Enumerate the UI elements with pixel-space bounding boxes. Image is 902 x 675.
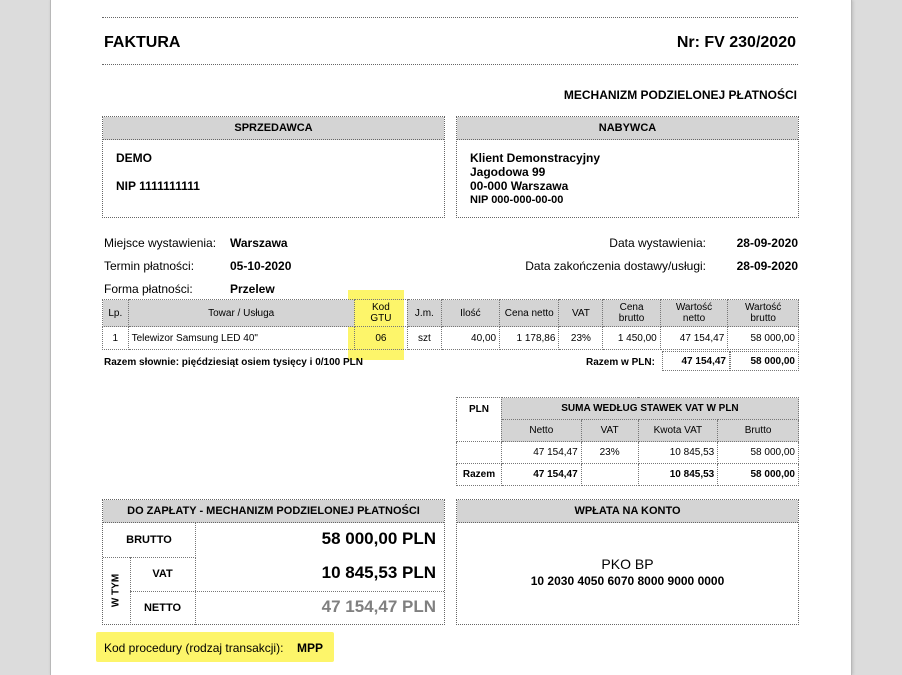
header-divider [102, 64, 798, 65]
vat-total-brutto: 58 000,00 [718, 464, 799, 486]
payment-vat-value: 10 845,53 PLN [321, 563, 436, 582]
amount-in-words: Razem słownie: pięćdziesiąt osiem tysięcy i 0/100 PLN [104, 357, 363, 368]
place-label: Miejsce wystawienia: [104, 236, 217, 250]
bank-account: 10 2030 4050 6070 8000 9000 0000 [530, 574, 725, 588]
payment-grid [103, 523, 444, 625]
cell-value-net: 47 154,47 [660, 327, 728, 350]
buyer-heading: NABYWCA [457, 117, 798, 140]
total-brutto: 58 000,00 [730, 351, 799, 371]
method-label: Forma płatności: [104, 282, 193, 296]
total-netto: 47 154,47 [662, 351, 730, 371]
payment-netto-label: NETTO [143, 602, 182, 614]
procedure-value: MPP [297, 641, 324, 655]
seller-nip: NIP 1111111111 [116, 179, 200, 193]
vat-col-netto: Netto [501, 420, 581, 442]
vat-summary-table [456, 397, 799, 486]
col-qty: Ilość [441, 300, 499, 327]
buyer-nip: NIP 000-000-00-00 [470, 194, 564, 206]
vat-row-blank [457, 442, 502, 464]
payment-heading: DO ZAPŁATY - MECHANIZM PODZIELONEJ PŁATNOŚCI [103, 500, 444, 523]
invoice-title: FAKTURA [104, 34, 181, 51]
col-unit: J.m. [407, 300, 441, 327]
vat-total-label: Razem [457, 464, 502, 486]
cell-price-gross: 1 450,00 [603, 327, 660, 350]
bank-name: PKO BP [601, 556, 654, 572]
payment-brutto-value: 58 000,00 PLN [321, 529, 436, 548]
cell-price-net: 1 178,86 [500, 327, 559, 350]
vat-total-netto: 47 154,47 [501, 464, 581, 486]
payment-netto-value: 47 154,47 PLN [321, 597, 436, 616]
seller-name: DEMO [116, 151, 152, 165]
table-row [457, 442, 799, 464]
payment-row-divider [130, 591, 444, 592]
vat-row-amount: 10 845,53 [638, 442, 718, 464]
place-value: Warszawa [230, 236, 288, 250]
col-price-net: Cena netto [500, 300, 559, 327]
buyer-street: Jagodowa 99 [470, 165, 546, 179]
buyer-box [456, 116, 799, 218]
col-price-gross: Cena brutto [603, 300, 660, 327]
buyer-city: 00-000 Warszawa [470, 179, 569, 193]
vat-col-brutto: Brutto [718, 420, 799, 442]
procedure-label: Kod procedury (rodzaj transakcji): [104, 641, 284, 655]
cell-lp: 1 [103, 327, 129, 350]
issue-date-label: Data wystawienia: [609, 236, 706, 250]
cell-product: Telewizor Samsung LED 40" [128, 327, 354, 350]
cell-qty: 40,00 [441, 327, 499, 350]
vat-row-rate: 23% [581, 442, 638, 464]
vat-col-rate: VAT [581, 420, 638, 442]
buyer-name: Klient Demonstracyjny [470, 151, 601, 165]
delivery-date-value: 28-09-2020 [736, 259, 798, 273]
payment-brutto-label: BRUTTO [126, 534, 172, 546]
col-value-net: Wartość netto [660, 300, 728, 327]
due-value: 05-10-2020 [230, 259, 292, 273]
vat-total-rate [581, 464, 638, 486]
seller-box [102, 116, 445, 218]
col-gtu [354, 300, 407, 327]
top-divider [102, 17, 798, 18]
col-lp: Lp. [103, 300, 129, 327]
invoice-number: Nr: FV 230/2020 [676, 34, 796, 51]
table-row [103, 327, 799, 350]
col-value-gross: Wartość brutto [728, 300, 799, 327]
col-vat: VAT [559, 300, 603, 327]
col-gtu-label: Kod GTU [370, 302, 392, 324]
vat-summary-title: SUMA WEDŁUG STAWEK VAT W PLN [501, 398, 798, 420]
method-value: Przelew [230, 282, 275, 296]
due-label: Termin płatności: [104, 259, 195, 273]
vat-row-netto: 47 154,47 [501, 442, 581, 464]
vat-currency: PLN [457, 398, 502, 442]
payment-in-that: W TYM [110, 573, 122, 608]
total-pln-label: Razem w PLN: [586, 357, 655, 368]
split-payment-label: MECHANIZM PODZIELONEJ PŁATNOŚCI [563, 88, 797, 102]
items-table [102, 299, 799, 350]
vat-total-amount: 10 845,53 [638, 464, 718, 486]
payment-vat-label: VAT [152, 568, 173, 580]
cell-vat: 23% [559, 327, 603, 350]
vat-row-brutto: 58 000,00 [718, 442, 799, 464]
vat-col-amount: Kwota VAT [638, 420, 718, 442]
seller-heading: SPRZEDAWCA [103, 117, 444, 140]
payment-box [102, 499, 445, 625]
bank-box [456, 499, 799, 625]
col-product: Towar / Usługa [128, 300, 354, 327]
cell-unit: szt [407, 327, 441, 350]
items-header-row [103, 300, 799, 327]
cell-gtu: 06 [354, 327, 407, 350]
buyer-address [470, 151, 600, 207]
delivery-date-label: Data zakończenia dostawy/usługi: [525, 259, 706, 273]
bank-heading: WPŁATA NA KONTO [457, 500, 798, 523]
cell-value-gross: 58 000,00 [728, 327, 799, 350]
table-row [457, 464, 799, 486]
issue-date-value: 28-09-2020 [736, 236, 798, 250]
